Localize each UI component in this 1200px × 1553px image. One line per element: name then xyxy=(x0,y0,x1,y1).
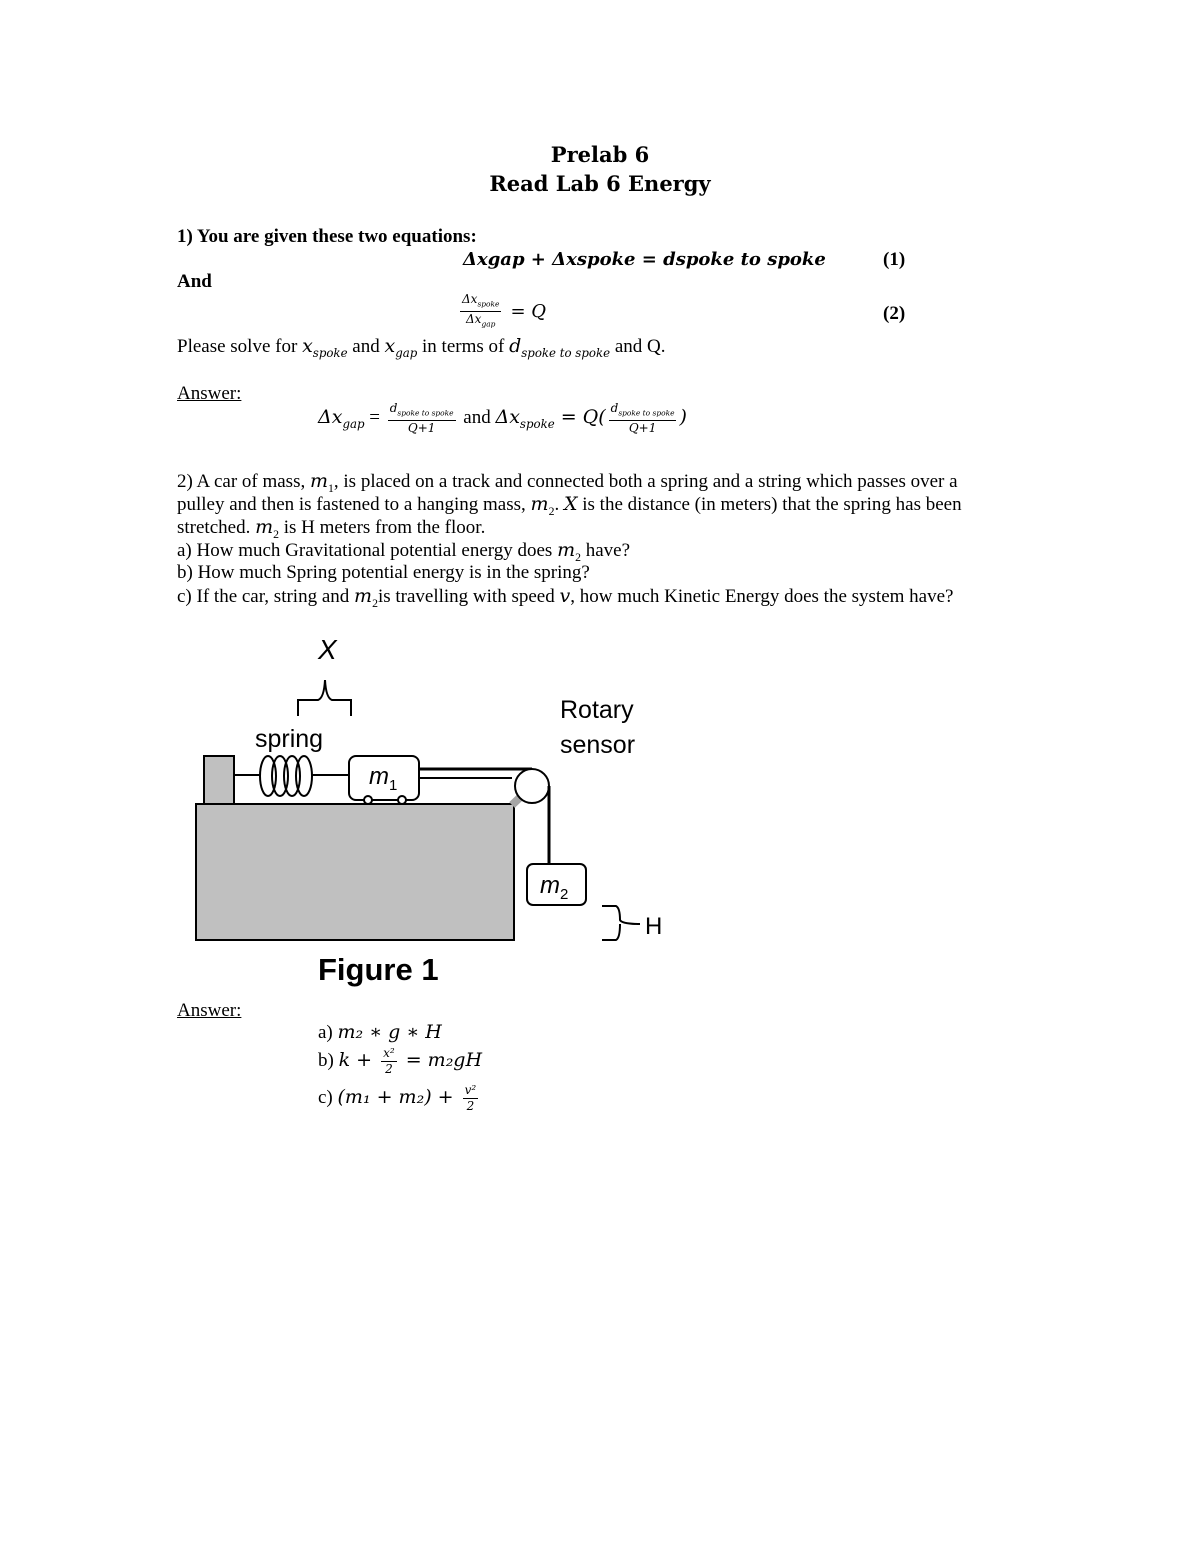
q2-answer-label: Answer: xyxy=(177,1000,242,1021)
figure-caption: Figure 1 xyxy=(318,952,439,987)
figure-x-label: X xyxy=(318,634,337,665)
h-label: H xyxy=(645,913,663,940)
equation-2: $\frac{\Delta x_{spoke}}{\Delta x_{gap}}$ = Q xyxy=(462,292,547,329)
cart-wheel-right xyxy=(398,796,406,804)
m1-label: $m_1$ xyxy=(369,763,398,794)
answer-b: b) k + $\frac{\text{x²}}{2}$ = m₂gH xyxy=(318,1046,483,1076)
page-subtitle: Read Lab 6 Energy xyxy=(489,171,711,196)
q1-answer-label: Answer: xyxy=(177,383,242,404)
equation-1: Δxgap + Δxspoke = dspoke to spoke xyxy=(463,249,826,270)
m2-label: $m_2$ xyxy=(540,872,569,903)
q2-part-c: c) If the car, string and $m_2is$ travelling with speed v, how much Kinetic Energy does the system have? xyxy=(177,585,954,610)
q2-part-b: b) How much Spring potential energy is in the spring? xyxy=(177,562,590,583)
x-brace xyxy=(298,680,351,716)
pulley-wheel xyxy=(515,769,549,803)
page-title: Prelab 6 xyxy=(550,142,650,167)
h-brace xyxy=(602,906,640,940)
equation-2-number: (2) xyxy=(883,303,906,324)
q2-part-a: a) How much Gravitational potential energy does $m_2$ have? xyxy=(177,539,631,564)
and-label: And xyxy=(177,271,212,292)
spring-coil xyxy=(234,756,350,796)
rotary-label-1: Rotary xyxy=(560,696,634,724)
q2-line-2: pulley and then is fastened to a hanging mass, $m_2$. X is the distance (in meters) that the spring has been xyxy=(177,493,962,518)
table-block xyxy=(196,804,514,940)
rotary-label-2: sensor xyxy=(560,731,636,759)
wall-post xyxy=(204,756,234,804)
answer-c: c) (m₁ + m₂) + $\frac{\text{v²}}{2}$ xyxy=(318,1083,477,1113)
q2-line-1: 2) A car of mass, $m_1$, is placed on a track and connected both a spring and a string which passes over a xyxy=(177,470,958,495)
q1-prompt: Please solve for $x_{spoke}$ and $x_{gap}$ in terms of $d_{spoke to spoke}$ and Q. xyxy=(177,335,666,360)
spring-label: spring xyxy=(255,725,324,753)
q2-line-3: stretched. $m_2$ is H meters from the floor. xyxy=(177,516,486,541)
answer-a: a) m₂ ∗ g ∗ H xyxy=(318,1021,442,1043)
equation-1-number: (1) xyxy=(883,249,906,270)
cart-wheel-left xyxy=(364,796,372,804)
q1-answer: $\Delta x_{gap}$ = $\frac{d_{spoke to spoke}}{Q+1}$ and $\Delta x_{spoke} = Q$( $\frac{d_{spoke to spoke}}{Q+1}$ ) xyxy=(318,401,687,436)
q1-intro: 1) You are given these two equations: xyxy=(177,226,477,247)
